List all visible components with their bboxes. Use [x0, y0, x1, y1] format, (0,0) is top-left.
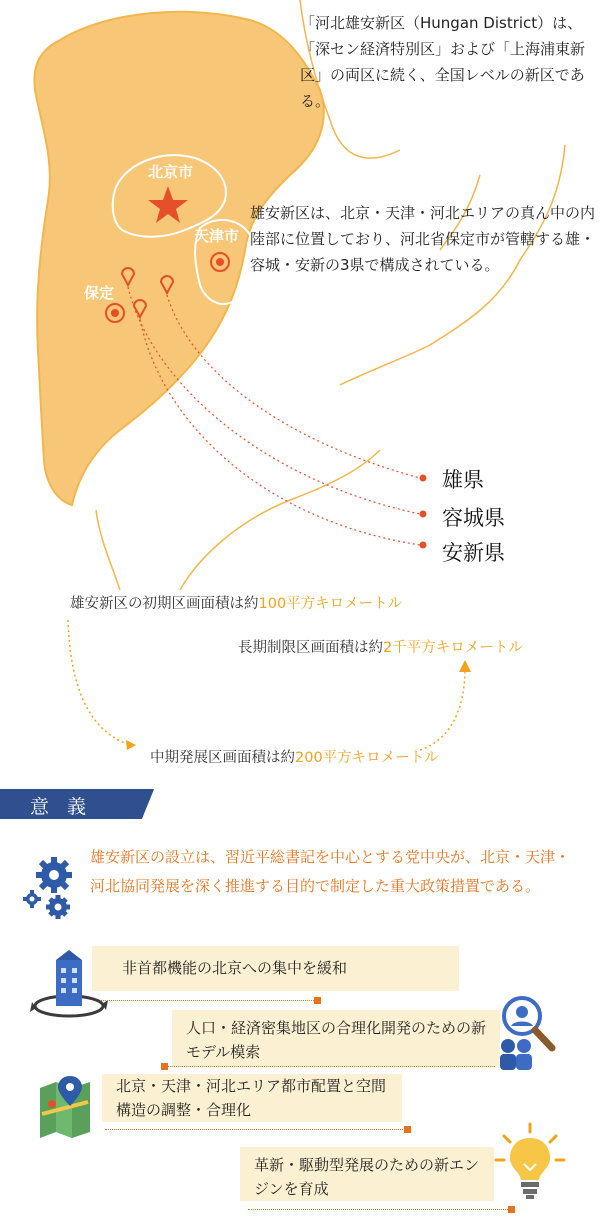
gears-icon	[22, 855, 82, 925]
baoding-label: 保定	[84, 284, 115, 302]
county-label-anxin: 安新県	[442, 541, 505, 565]
intro-paragraph-2: 雄安新区は、北京・天津・河北エリアの真ん中の内陸部に位置しており、河北省保定市が管轄する雄・容城・安新の3県で構成されている。	[250, 204, 596, 274]
outline-left	[96, 510, 120, 590]
outline-bottom	[180, 450, 380, 590]
significance-text: 雄安新区の設立は、習近平総書記を中心とする党中央が、北京・天津・河北協同発展を深く推進する目的で制定した重大政策措置である。	[90, 848, 571, 895]
point-4: 革新・駆動型発展のための新エンジンを育成	[240, 1147, 494, 1201]
point-1: 非首都機能の北京への集中を緩和	[92, 946, 459, 991]
intro-paragraph-1: 「河北雄安新区（Hungan District）は、「深セン経済特別区」および「上海浦東新区」の両区に続く、全国レベルの新区である。	[300, 14, 586, 110]
beijing-label: 北京市	[148, 163, 194, 181]
tianjin-label: 天津市	[194, 227, 240, 245]
area-connectors	[0, 590, 600, 770]
section-title: 意 義	[30, 796, 93, 818]
area-long-term: 長期制限区画面積は約2千平方キロメートル	[238, 640, 523, 656]
people-search-icon	[494, 994, 564, 1070]
county-label-rongcheng: 容城県	[442, 506, 505, 530]
point-3: 北京・天津・河北エリア都市配置と空間構造の調整・合理化	[102, 1074, 402, 1122]
lightbulb-icon	[494, 1122, 566, 1200]
county-label-xiong: 雄県	[442, 468, 484, 492]
area-mid-term: 中期発展区画面積は約200平方キロメートル	[150, 750, 439, 766]
area-initial: 雄安新区の初期区画面積は約100平方キロメートル	[70, 596, 403, 612]
map-pin-icon	[38, 1074, 98, 1138]
point-2: 人口・経済密集地区の合理化開発のための新モデル模索	[172, 1010, 500, 1066]
